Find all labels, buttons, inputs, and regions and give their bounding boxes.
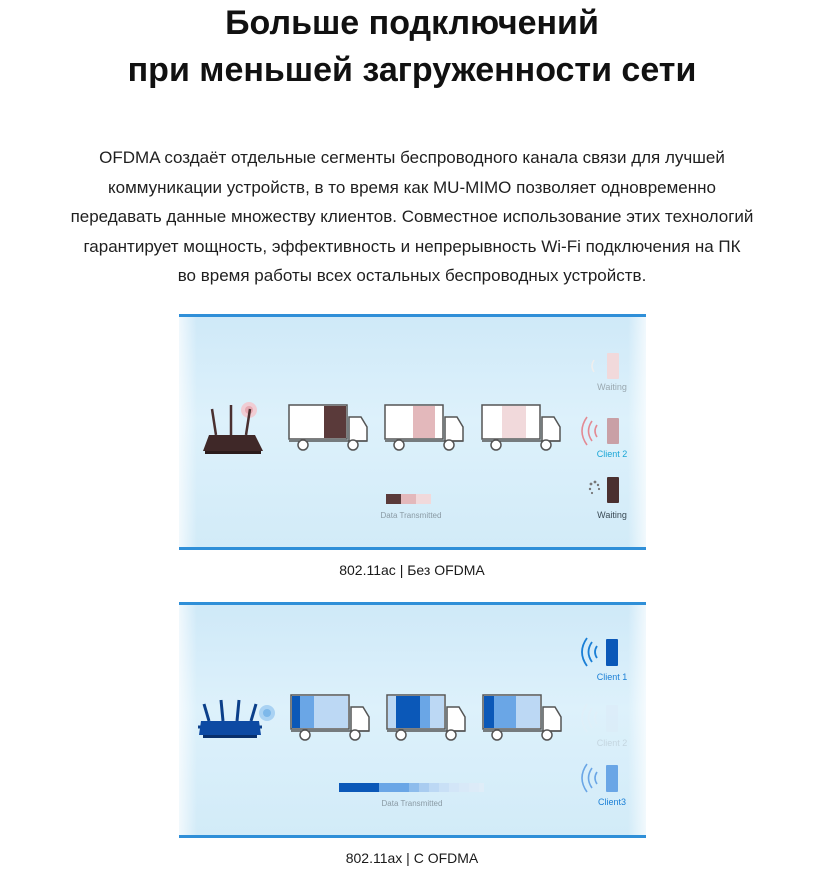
client-2-ax [582,704,627,748]
intro-line-3: передавать данные множеству клиентов. Совместное использование этих технологий [70,207,754,226]
client-1-ax [582,638,627,682]
intro-line-4: гарантирует мощность, эффективность и непрерывность Wi-Fi подключения на ПК [83,236,741,256]
intro-line-5: во время работы всех остальных беспроводных устройств. [177,266,647,285]
heading-line-2: при меньшей загруженности сети [127,51,697,89]
client-2-ac [582,417,627,459]
page-heading [0,0,824,94]
heading-line-1: Больше подключений [225,4,599,42]
data-transmitted-bar-ax [339,783,484,792]
client-waiting-1 [592,353,627,392]
ax-diagram-panel [179,602,646,838]
data-transmitted-ax-label: Data Transmitted [381,799,443,808]
intro-line-1: OFDMA создаёт отдельные сегменты беспроводного канала связи для лучшей [99,148,725,167]
client-3-ax [582,764,626,807]
client-waiting-2-label: Waiting [597,510,627,520]
truck-ax-2-icon [387,695,465,740]
client-3-ax-label: Client3 [597,797,627,807]
data-transmitted-bar [386,494,431,504]
ax-caption: 802.11ax | C OFDMA [345,850,479,866]
ac-diagram-panel [179,314,646,550]
data-transmitted-label: Data Transmitted [380,511,442,520]
wifi-signal-icon [582,638,597,666]
client-1-ax-label: Client 1 [596,672,628,682]
truck-ax-3-icon [483,695,561,740]
client-waiting-1-label: Waiting [597,382,627,392]
client-waiting-2 [589,477,627,520]
loading-spinner-icon [589,481,600,494]
wifi-signal-icon [582,764,597,792]
wifi-signal-icon [582,417,597,445]
wifi-signal-faded-icon [582,704,597,732]
client-2-ax-label: Client 2 [596,738,628,748]
ax-diagram [179,605,646,835]
router-ax-icon [198,700,275,738]
truck-3-icon [482,405,560,450]
router-ac-icon [203,402,263,454]
ac-caption: 802.11ac | Без OFDMA [339,562,485,578]
truck-1-icon [289,405,367,450]
ac-diagram [179,317,646,547]
intro-line-2: коммуникации устройств, в то время как MU-MIMO позволяет одновременно [108,177,716,197]
intro-paragraph [0,143,824,291]
client-2-ac-label: Client 2 [596,449,628,459]
truck-2-icon [385,405,463,450]
truck-ax-1-icon [291,695,369,740]
